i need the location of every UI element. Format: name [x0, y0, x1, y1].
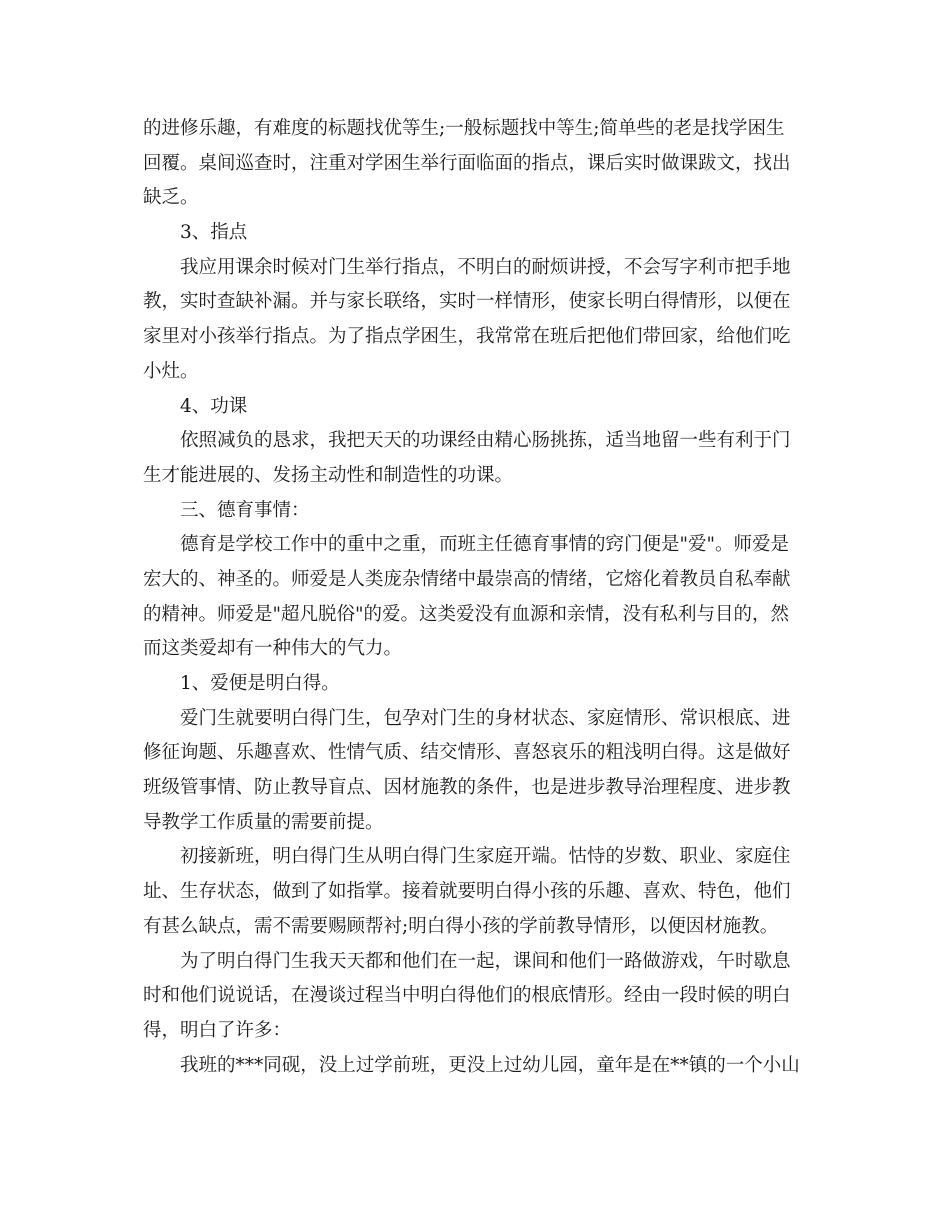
- text-line: 依照减负的恳求，我把天天的功课经由精心肠挑拣，适当地留一些有利于门: [180, 430, 791, 452]
- text-line: 修征询题、乐趣喜欢、性情气质、结交情形、喜怒哀乐的粗浅明白得。这是做好: [143, 742, 791, 764]
- text-line: 时和他们说说话，在漫谈过程当中明白得他们的根底情形。经由一段时候的明白: [143, 985, 791, 1007]
- text-line: 小灶。: [143, 360, 199, 382]
- text-line: 爱门生就要明白得门生，包孕对门生的身材状态、家庭情形、常识根底、进: [180, 707, 791, 729]
- text-line: 三、德育事情：: [180, 499, 310, 521]
- text-line: 德育是学校工作中的重中之重，而班主任德育事情的窍门便是"爱"。师爱是: [180, 534, 790, 556]
- text-line: 的进修乐趣，有难度的标题找优等生;一般标题找中等生;简单些的老是找学困生: [143, 118, 785, 139]
- text-line: 我班的***同砚，没上过学前班，更没上过幼儿园，童年是在**镇的一个小山: [180, 1054, 800, 1076]
- text-line: 宏大的、神圣的。师爱是人类庞杂情绪中最崇高的情绪，它熔化着教员自私奉献: [143, 568, 791, 590]
- text-line: 家里对小孩举行指点。为了指点学困生，我常常在班后把他们带回家，给他们吃: [143, 326, 791, 348]
- text-line: 生才能进展的、发扬主动性和制造性的功课。: [143, 464, 514, 486]
- text-line: 我应用课余时候对门生举行指点，不明白的耐烦讲授，不会写字利市把手地: [180, 256, 791, 278]
- text-line: 有甚么缺点，需不需要赐顾帮衬;明白得小孩的学前教导情形，以便因材施教。: [143, 915, 779, 937]
- text-line: 初接新班，明白得门生从明白得门生家庭开端。怙恃的岁数、职业、家庭住: [180, 846, 791, 868]
- document-body: [143, 112, 813, 1083]
- text-line: 得，明白了许多：: [143, 1019, 292, 1041]
- text-line: 导教学工作质量的需要前提。: [143, 811, 384, 833]
- text-line: 1、爱便是明白得。: [180, 673, 340, 694]
- text-line: 班级管事情、防止教导盲点、因材施教的条件，也是进步教导治理程度、进步教: [143, 777, 791, 799]
- text-line: 教，实时查缺补漏。并与家长联络，实时一样情形，使家长明白得情形，以便在: [143, 291, 791, 313]
- text-line: 4、功课: [180, 395, 248, 417]
- text-line: 为了明白得门生我天天都和他们在一起，课间和他们一路做游戏，午时歇息: [180, 950, 791, 972]
- text-line: 址、生存状态，做到了如指掌。接着就要明白得小孩的乐趣、喜欢、特色，他们: [143, 881, 791, 903]
- text-line: 的精神。师爱是"超凡脱俗"的爱。这类爱没有血源和亲情，没有私利与目的，然: [143, 603, 790, 625]
- text-line: 缺乏。: [143, 187, 199, 209]
- text-line: 3、指点: [180, 222, 248, 244]
- text-line: 而这类爱却有一种伟大的气力。: [143, 638, 403, 660]
- text-line: 回覆。桌间巡查时，注重对学困生举行面临面的指点，课后实时做课跋文，找出: [143, 152, 791, 174]
